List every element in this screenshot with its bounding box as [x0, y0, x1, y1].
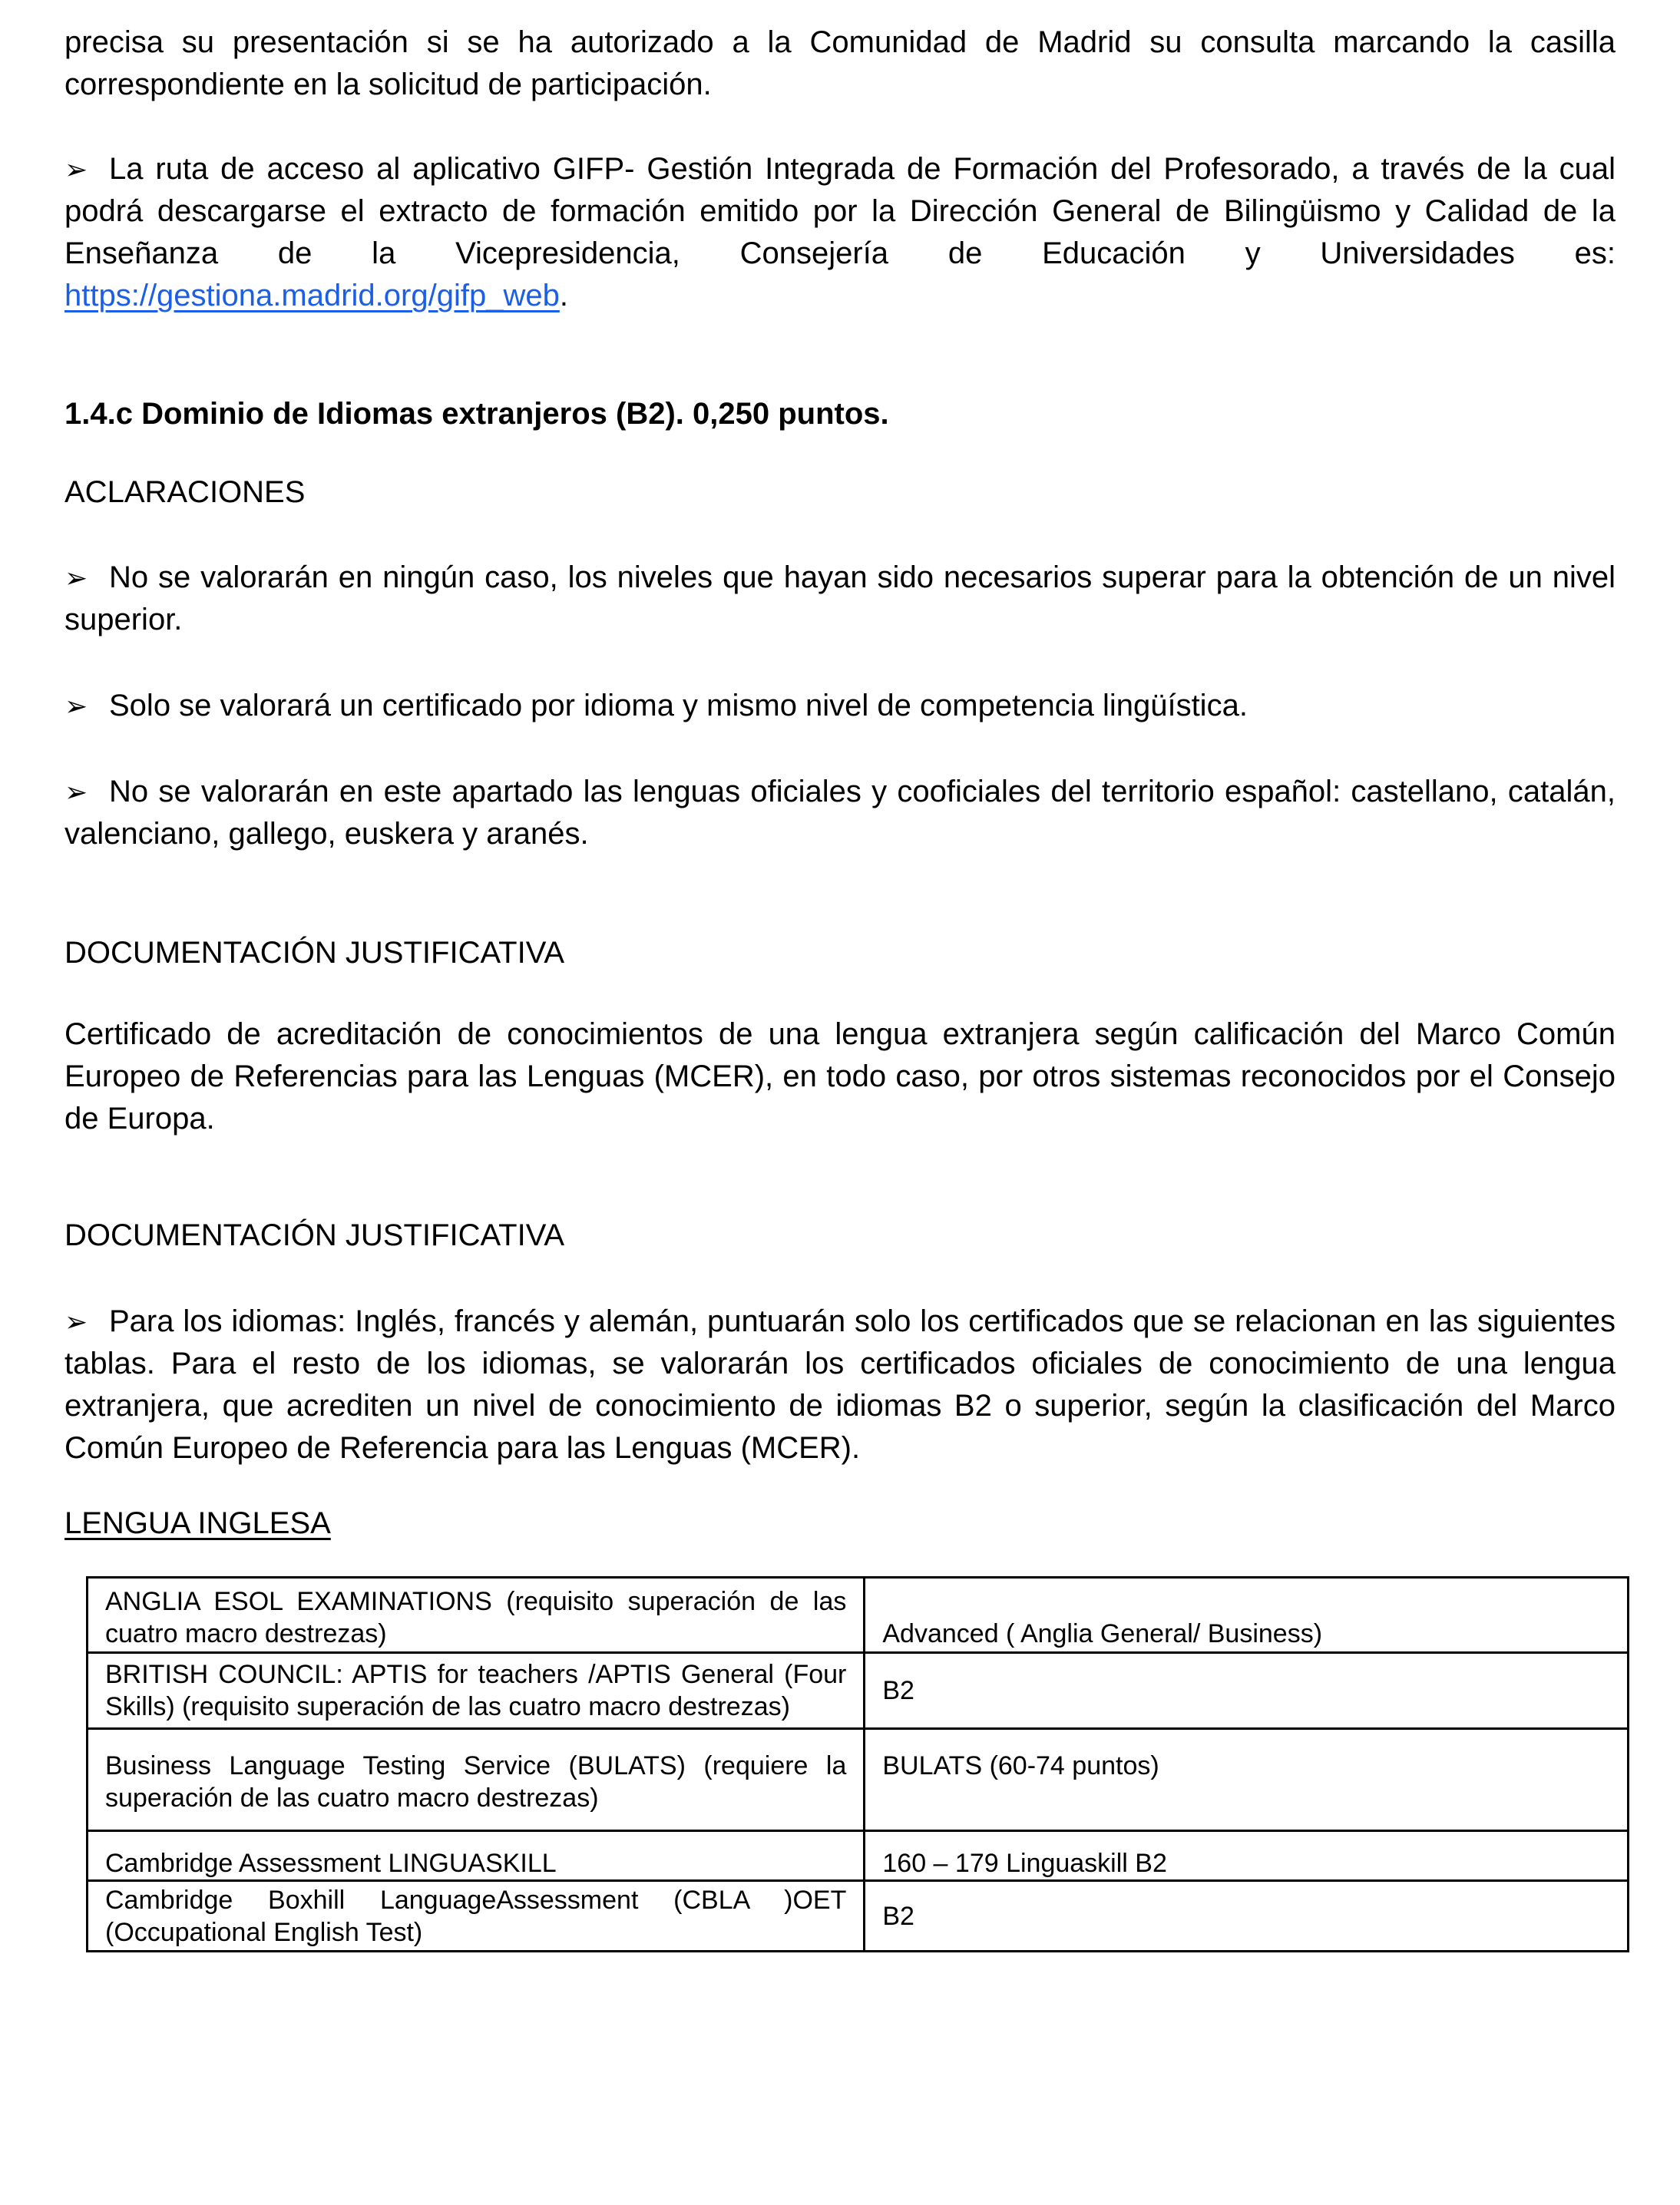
arrowhead-bullet-icon: ➢ — [64, 690, 88, 722]
documentacion-label: DOCUMENTACIÓN JUSTIFICATIVA — [64, 936, 565, 970]
table-row — [88, 1729, 1629, 1831]
certificate-cell: Cambridge Assessment LINGUASKILL — [88, 1831, 865, 1881]
arrowhead-bullet-icon: ➢ — [64, 1306, 88, 1337]
aclaracion-item — [64, 771, 1616, 855]
english-certificates-table — [86, 1576, 1629, 1952]
documentacion-label: DOCUMENTACIÓN JUSTIFICATIVA — [64, 1218, 565, 1252]
arrowhead-bullet-icon: ➢ — [64, 562, 88, 593]
table-row — [88, 1653, 1629, 1729]
certificate-cell: Cambridge Boxhill LanguageAssessment (CBLA )OET (Occupational English Test) — [88, 1881, 865, 1952]
gifp-web-link[interactable]: https://gestiona.madrid.org/gifp_web — [64, 279, 560, 312]
level-cell: BULATS (60-74 puntos) — [865, 1729, 1629, 1831]
aclaracion-text: Solo se valorará un certificado por idioma y mismo nivel de competencia lingüística. — [109, 689, 1248, 722]
documentacion-bullet-paragraph — [64, 1301, 1616, 1469]
documentacion-paragraph: Certificado de acreditación de conocimientos de una lengua extranjera según calificación del Marco Común Europeo de Referencias para las Lenguas (MCER), en todo caso, por otros sistemas reconocidos por el Consejo de Europa. — [64, 1017, 1616, 1136]
gifp-route-paragraph — [64, 148, 1616, 317]
gifp-route-text: La ruta de acceso al aplicativo GIFP- Gestión Integrada de Formación del Profesorado, a través de la cual podrá descargarse el extracto de formación emitido por la Dirección General de Bilingüismo y Calidad de la Enseñanza de la Vicepresidencia, Consejería de Educación y Universidades es: — [64, 152, 1616, 270]
table-row — [88, 1578, 1629, 1653]
level-cell: 160 – 179 Linguaskill B2 — [865, 1831, 1629, 1881]
aclaracion-item — [64, 685, 1616, 727]
level-cell: Advanced ( Anglia General/ Business) — [865, 1578, 1629, 1653]
documentacion-bullet-text: Para los idiomas: Inglés, francés y alemán, puntuarán solo los certificados que se relacionan en las siguientes tablas. Para el resto de los idiomas, se valorarán los certificados oficiales de conocimiento de una lengua extranjera, que acrediten un nivel de conocimiento de idiomas B2 o superior, según la clasificación del Marco Común Europeo de Referencia para las Lenguas (MCER). — [64, 1304, 1616, 1465]
level-cell: B2 — [865, 1881, 1629, 1952]
aclaracion-text: No se valorarán en este apartado las lenguas oficiales y cooficiales del territorio español: castellano, catalán, valenciano, gallego, euskera y aranés. — [64, 775, 1616, 851]
aclaraciones-label: ACLARACIONES — [64, 475, 306, 509]
table-row — [88, 1881, 1629, 1952]
gifp-route-suffix: . — [559, 279, 568, 312]
lengua-inglesa-heading-text: LENGUA INGLESA — [64, 1506, 331, 1540]
certificate-cell: ANGLIA ESOL EXAMINATIONS (requisito superación de las cuatro macro destrezas) — [88, 1578, 865, 1653]
level-cell: B2 — [865, 1653, 1629, 1729]
intro-paragraph: precisa su presentación si se ha autorizado a la Comunidad de Madrid su consulta marcando la casilla correspondiente en la solicitud de participación. — [64, 25, 1616, 101]
section-heading: 1.4.c Dominio de Idiomas extranjeros (B2). 0,250 puntos. — [64, 397, 889, 431]
arrowhead-bullet-icon: ➢ — [64, 776, 88, 808]
table-row — [88, 1831, 1629, 1881]
aclaracion-item — [64, 557, 1616, 641]
certificate-cell: BRITISH COUNCIL: APTIS for teachers /APTIS General (Four Skills) (requisito superación de las cuatro macro destrezas) — [88, 1653, 865, 1729]
lengua-inglesa-heading — [64, 1503, 1616, 1545]
aclaracion-text: No se valorarán en ningún caso, los niveles que hayan sido necesarios superar para la obtención de un nivel superior. — [64, 560, 1616, 636]
certificate-cell: Business Language Testing Service (BULATS) (requiere la superación de las cuatro macro destrezas) — [88, 1729, 865, 1831]
arrowhead-bullet-icon: ➢ — [64, 154, 88, 185]
